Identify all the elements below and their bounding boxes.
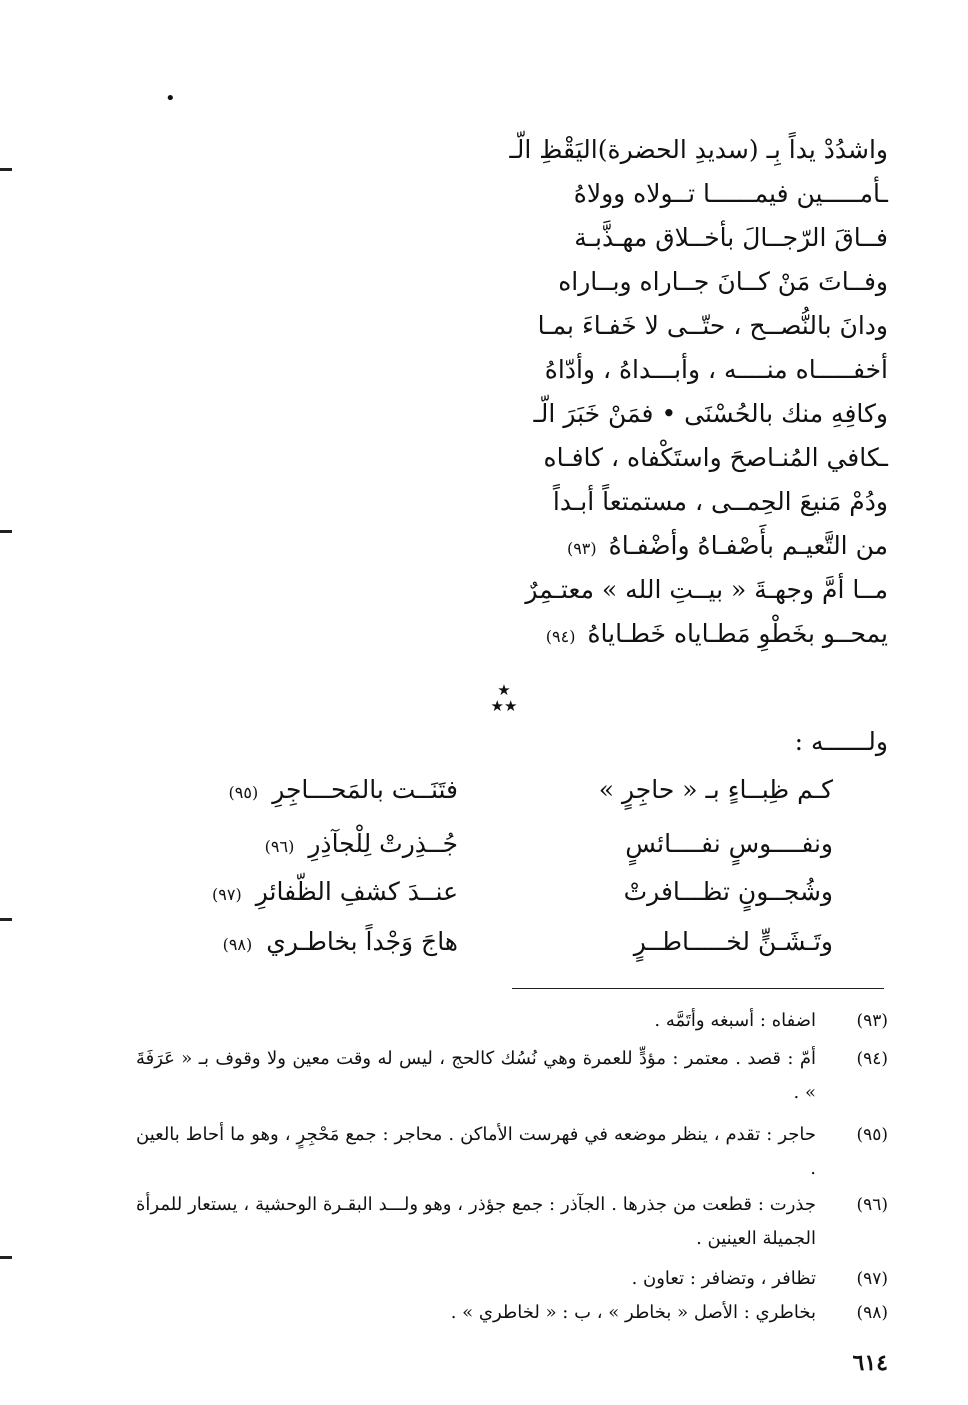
star-icon: ★★ <box>490 697 518 715</box>
verse-line: يمحــو بخَطْوِ مَطـاياه خَطـاياهُ(٩٤) <box>545 619 888 648</box>
footnote-number: (٩٣) <box>856 1011 888 1031</box>
footnote-ref: (٩٦) <box>264 837 295 856</box>
hemistich-right: وشُجــونٍ تظـــافرتْ <box>623 877 833 906</box>
verse-line: ودُمْ مَنيعَ الحِمــى ، مستمتعاً أبـداً <box>552 487 888 516</box>
footnote-text: حاجر : تقدم ، ينظر موضعه في فهرست الأماكن . محاجر : جمع مَحْجِرٍ ، وهو ما أحاط بالعين . <box>136 1124 816 1179</box>
footnote-number: (٩٧) <box>856 1269 888 1289</box>
footnote-number: (٩٥) <box>856 1125 888 1145</box>
verse-line: واشدُدْ يداً بِـ (سديدِ الحضرة)اليَقْظِ الّـ <box>509 135 888 164</box>
verse-line: فــاقَ الرّجــالَ بأخــلاق مهـذَّبـة <box>574 223 888 252</box>
star-icon: ★ <box>497 681 511 699</box>
hemistich-right: وتَـشَـنٍّ لخـــــاطــرٍ <box>633 927 833 956</box>
hemistich-left: هاجَ وَجْداً بخاطـري(٩٨) <box>222 927 458 956</box>
stray-dot: • <box>165 88 176 109</box>
footnote-text: تظافر ، وتضافر : تعاون . <box>631 1268 816 1289</box>
hemistich-right: ونفــــوسٍ نفــــائسٍ <box>625 829 833 858</box>
hemistich-right: كـم ظِبــاءٍ بـ « حاجِرٍ » <box>598 775 833 804</box>
footnote-ref: (٩٧) <box>212 885 242 904</box>
footnote-ref: (٩٤) <box>545 627 576 646</box>
section-separator <box>484 682 524 714</box>
verse-line: ـأمـــــين فيمــــــا تــولاه وولاهُ <box>573 179 888 208</box>
poem-row <box>0 822 968 874</box>
footnote-number: (٩٦) <box>856 1195 888 1215</box>
verse-line: مــا أمَّ وجهـةَ « بيــتِ الله » معتـمِرٌ <box>525 575 888 604</box>
poem-row <box>0 920 968 972</box>
footnote-text: اضفاه : أسبغه وأتَمَّه . <box>654 1010 816 1031</box>
verse-line: من التَّعيـم بأَصْفـاهُ وأضْفـاهُ(٩٣) <box>566 531 888 560</box>
margin-mark <box>0 168 12 171</box>
footnote-ref: (٩٨) <box>222 935 253 954</box>
poem-intro: ولــــــه : <box>794 727 888 756</box>
footnote-number: (٩٨) <box>856 1303 888 1323</box>
footnote-text: أمّ : قصد . معتمر : مؤدٍّ للعمرة وهي نُسُك كالحج ، ليس له وقت معين ولا وقوف بـ « عَرَفَةَ » . <box>136 1048 816 1103</box>
poem-row <box>0 768 968 820</box>
hemistich-left: عنــدَ كشفِ الظّفائرِ(٩٧) <box>212 877 458 906</box>
verse-line: وكافِهِ منك بالحُسْنَى • فمَنْ خَبَرَ الّـ <box>533 399 888 428</box>
verse-line: ودانَ بالنُّصــح ، حتّــى لا خَفـاءَ بمـا <box>537 311 888 340</box>
hemistich-left: جُــذِرتْ لِلْجآذِرِ(٩٦) <box>264 829 458 858</box>
footnote-ref: (٩٣) <box>566 539 597 558</box>
footnote-number: (٩٤) <box>856 1049 888 1069</box>
footnote-text: بخاطري : الأصل « بخاطر » ، ب : « لخاطري » . <box>450 1302 816 1323</box>
footnote-ref: (٩٥) <box>228 783 259 802</box>
verse-line: وفــاتَ مَنْ كــانَ جــاراه وبــاراه <box>558 267 888 296</box>
footnote-text: جذرت : قطعت من جذرها . الجآذر : جمع جؤذر ، وهو ولـــد البقـرة الوحشية ، يستعار للمرأة الجميلة العينين . <box>136 1194 816 1249</box>
page-number: ٦١٤ <box>852 1350 888 1376</box>
verse-line: أخفـــــاه منــــه ، وأبـــداهُ ، وأدّاهُ <box>544 355 888 384</box>
footnote-divider <box>512 988 884 989</box>
verse-line: ـكافي المُنـاصحَ واستَكْفاه ، كافـاه <box>543 443 888 472</box>
hemistich-left: فتَنَــت بالمَحـــاجِرِ(٩٥) <box>228 775 458 804</box>
margin-mark <box>0 1256 12 1259</box>
margin-mark <box>0 530 12 533</box>
poem-row <box>0 870 968 922</box>
